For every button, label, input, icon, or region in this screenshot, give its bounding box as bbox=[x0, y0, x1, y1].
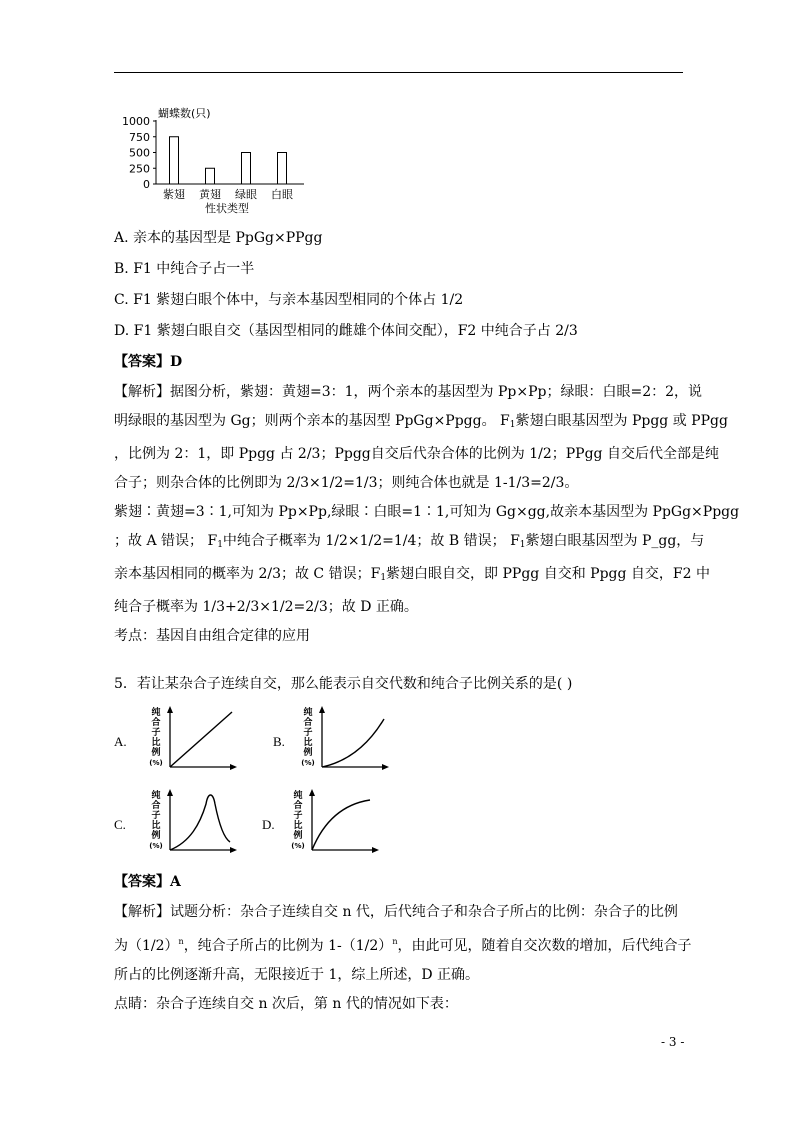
header-rule bbox=[114, 72, 683, 73]
analysis-line: 明绿眼的基因型为 Gg；则两个亲本的基因型 PpGg×Ppgg。 $F_1$紫翅白眼基因型为 Ppgg 或 PPgg bbox=[114, 413, 728, 430]
graph-option-d-label: D. bbox=[262, 817, 275, 832]
chart-ytick-label: 1000 bbox=[122, 115, 150, 128]
option-a: A. 亲本的基因型是 PpGg×PPgg bbox=[114, 230, 323, 246]
graph-ylabel-char: 比 bbox=[293, 821, 303, 831]
page-number: - 3 - bbox=[661, 1035, 685, 1049]
analysis-line: 紫翅∶黄翅=3∶1,可知为 Pp×Pp,绿眼∶白眼=1∶1,可知为 Gg×gg,故亲本基因型为 PpGg×Ppgg bbox=[114, 504, 740, 520]
graph-ylabel-char: 比 bbox=[303, 738, 313, 748]
graph-c bbox=[144, 786, 240, 854]
chart-ytick-label: 250 bbox=[129, 162, 150, 176]
analysis-line: ，比例为 2：1，即 Ppgg 占 2/3；Ppgg自交后代杂合体的比例为 1/2；PPgg 自交后代全部是纯 bbox=[114, 446, 719, 462]
graph-ylabel-char: (%) bbox=[291, 842, 305, 850]
graph-d bbox=[286, 786, 382, 854]
chart-bar bbox=[278, 153, 287, 185]
analysis-q4 bbox=[114, 378, 740, 651]
analysis-line: 为$(1/2)^n$，纯合子所占的比例为 $1-(1/2)^n$，由此可见，随着自交次数的增加，后代纯合子 bbox=[114, 937, 692, 954]
graph-ylabel-char: 合 bbox=[151, 718, 161, 728]
graph-ylabel-char: 纯 bbox=[303, 708, 313, 718]
analysis-line: 考点：基因自由组合定律的应用 bbox=[114, 628, 310, 644]
graph-a bbox=[144, 703, 240, 771]
option-d: D. F1 紫翅白眼自交（基因型相同的雌雄个体间交配），F2 中纯合子占 2/3 bbox=[114, 323, 578, 339]
option-c: C. F1 紫翅白眼个体中，与亲本基因型相同的个体占 1/2 bbox=[114, 292, 464, 308]
graph-ylabel-char: 例 bbox=[303, 748, 313, 758]
graph-ylabel-char: 比 bbox=[151, 738, 161, 748]
graph-ylabel-char: 子 bbox=[151, 811, 161, 821]
graph-ylabel-char: 子 bbox=[151, 728, 161, 738]
graph-ylabel-char: 子 bbox=[303, 728, 313, 738]
analysis-line: 亲本基因相同的概率为 2/3；故 C 错误；$F_1$紫翅白眼自交，即 PPgg 自交和 Ppgg 自交，F2 中 bbox=[114, 566, 710, 583]
butterfly-bar-chart bbox=[112, 104, 312, 216]
chart-category-label: 白眼 bbox=[271, 188, 293, 201]
graph-option-c-label: C. bbox=[114, 817, 126, 832]
graph-ylabel-char: 纯 bbox=[151, 708, 161, 718]
graph-ylabel-char: 例 bbox=[151, 831, 161, 841]
graph-b bbox=[296, 703, 392, 771]
graph-ylabel-char: 合 bbox=[293, 801, 303, 811]
analysis-line: ；故 A 错误； $F_1$中纯合子概率为 1/2×1/2=1/4；故 B 错误； $F_1$紫翅白眼基因型为 P_gg，与 bbox=[114, 533, 705, 550]
answer-q4: 【答案】D bbox=[114, 354, 183, 370]
chart-bar bbox=[206, 168, 215, 184]
chart-category-label: 黄翅 bbox=[199, 188, 221, 201]
analysis-line: 纯合子概率为 1/3+2/3×1/2=2/3；故 D 正确。 bbox=[114, 599, 418, 615]
graph-ylabel-char: 纯 bbox=[293, 791, 303, 801]
chart-category-label: 紫翅 bbox=[163, 188, 185, 201]
chart-bar bbox=[242, 153, 251, 185]
chart-ytick-label: 500 bbox=[129, 146, 150, 160]
analysis-line: 【解析】据图分析，紫翅：黄翅=3：1，两个亲本的基因型为 Pp×Pp；绿眼：白眼=2：2，说 bbox=[114, 384, 703, 400]
analysis-line: 所占的比例逐渐升高，无限接近于 1，综上所述，D 正确。 bbox=[114, 967, 480, 983]
graph-ylabel-char: (%) bbox=[149, 759, 163, 767]
chart-bar bbox=[170, 137, 179, 184]
graph-ylabel-char: (%) bbox=[301, 759, 315, 767]
chart-ylabel: 蝴蝶数(只) bbox=[158, 107, 211, 120]
graph-ylabel-char: 例 bbox=[151, 748, 161, 758]
graph-option-a-label: A. bbox=[114, 734, 127, 749]
chart-ytick-label: 750 bbox=[129, 130, 150, 144]
graph-ylabel-char: 子 bbox=[293, 811, 303, 821]
chart-category-label: 绿眼 bbox=[235, 188, 257, 201]
graph-ylabel-char: 合 bbox=[151, 801, 161, 811]
chart-xlabel: 性状类型 bbox=[205, 202, 249, 215]
chart-ytick-label: 0 bbox=[143, 178, 150, 191]
graph-ylabel-char: 合 bbox=[303, 718, 313, 728]
answer-q5: 【答案】A bbox=[114, 874, 181, 890]
graph-option-b-label: B. bbox=[273, 734, 285, 749]
graph-ylabel-char: 比 bbox=[151, 821, 161, 831]
analysis-line: 合子；则杂合体的比例即为 2/3×1/2=1/3；则纯合体也就是 1-1/3=2/3。 bbox=[114, 475, 579, 491]
question-5: 5．若让某杂合子连续自交，那么能表示自交代数和纯合子比例关系的是( ) bbox=[114, 676, 573, 692]
option-b: B. F1 中纯合子占一半 bbox=[114, 261, 255, 277]
analysis-line: 【解析】试题分析：杂合子连续自交 n 代，后代纯合子和杂合子所占的比例：杂合子的比例 bbox=[114, 904, 678, 920]
graph-ylabel-char: 例 bbox=[293, 831, 303, 841]
analysis-q5 bbox=[114, 898, 692, 1019]
analysis-line: 点睛：杂合子连续自交 n 次后，第 n 代的情况如下表： bbox=[114, 996, 458, 1012]
graph-ylabel-char: (%) bbox=[149, 842, 163, 850]
graph-ylabel-char: 纯 bbox=[151, 791, 161, 801]
